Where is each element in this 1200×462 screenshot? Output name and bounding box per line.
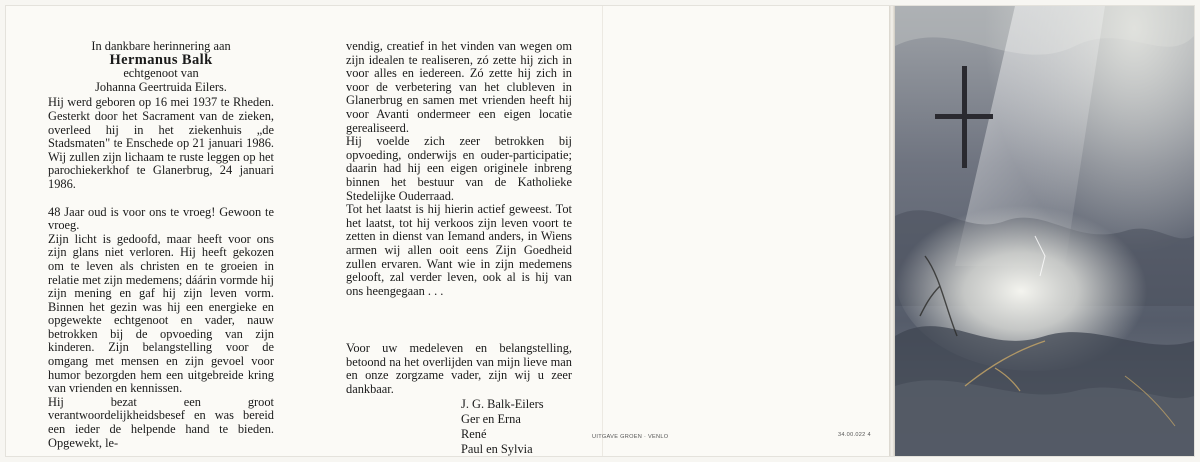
heading: In dankbare herinnering aan xyxy=(91,39,231,53)
responsibility-paragraph: Hij bezat een groot verantwoordelijkheidsbesef en was bereid een ieder de helpende hand te bieden. Opgewekt, le- xyxy=(48,394,274,450)
signature-line: René xyxy=(461,426,487,441)
deceased-name: Hermanus Balk xyxy=(109,51,213,68)
painting-svg xyxy=(895,6,1194,456)
education-paragraph: Hij voelde zich zeer betrokken bij opvoeding, onderwijs en ouder-participatie; daarin had hij een eigen originele inbreng binnen het bestuur van de Katholieke Stedelijke Ouderraad. xyxy=(346,134,572,203)
birth-death-paragraph: Hij werd geboren op 16 mei 1937 te Rheden. Gesterkt door het Sacrament van de zieken, overleed hij in het ziekenhuis „de Stadsmaten" te Enschede op 21 januari 1986. Wij zullen zijn lichaam te ruste leggen op het parochiekerkhof te Glanerbrug, 24 januari 1986. xyxy=(48,95,274,191)
memorial-card xyxy=(6,6,1194,456)
card-number: 34.00.022 4 xyxy=(838,432,871,438)
left-text-column xyxy=(48,40,274,450)
age-paragraph: 48 Jaar oud is voor ons te vroeg! Gewoon te vroeg. xyxy=(48,204,274,233)
character-paragraph: Zijn licht is gedoofd, maar heeft voor ons zijn glans niet verloren. Hij heeft gekozen om te leven als christen en te groeien in relatie met zijn medemens; dáárin vormde hij zijn mening en gaf hij zijn leven vorm. Binnen het gezin was hij een energieke en opgewekte echtgenoot en vader, nauw betrokken bij de opvoeding van zijn kinderen. Zijn belangstelling voor de omgang met mensen en zijn gevoel voor humor bezorgden hem een uitgebreide kring van vrienden en kennissen. xyxy=(48,231,274,396)
thanks-paragraph: Voor uw medeleven en belangstelling, betoond na het overlijden van mijn lieve man en onze zorgzame vader, zijn wij u zeer dankbaar. xyxy=(346,341,572,397)
center-fold xyxy=(602,6,603,456)
spouse-line-1: echtgenoot van xyxy=(123,66,199,81)
publisher-imprint: UITGAVE GROEN · VENLO xyxy=(592,434,669,440)
spouse-line-2: Johanna Geertruida Eilers. xyxy=(95,79,227,94)
signatures xyxy=(461,397,572,457)
closing-paragraph: Tot het laatst is hij hierin actief geweest. Tot het laatst, tot hij verkoos zijn leven voort te zetten in dienst van Iemand anders, in Wiens armen wij allen ooit eens Zijn Goedheid zullen ervaren. Want wie in zijn medemens gelooft, zal verder leven, ook al is hij van ons heengegaan . . . xyxy=(346,202,572,298)
signature-line: Paul en Sylvia xyxy=(461,441,533,456)
signature-line: Ger en Erna xyxy=(461,411,521,426)
middle-text-column xyxy=(346,40,572,457)
stormy-sky-with-cross-painting xyxy=(895,6,1194,456)
continuation-paragraph: vendig, creatief in het vinden van wegen om zijn idealen te realiseren, zó zette hij zich in voor alles en iedereen. Zó zette hij zich in voor de verbetering van het clubleven in Glanerbrug en samen met vrienden heeft hij voor Avanti ondermeer een eigen locatie gerealiseerd. xyxy=(346,39,572,135)
signature-line: J. G. Balk-Eilers xyxy=(461,396,544,411)
